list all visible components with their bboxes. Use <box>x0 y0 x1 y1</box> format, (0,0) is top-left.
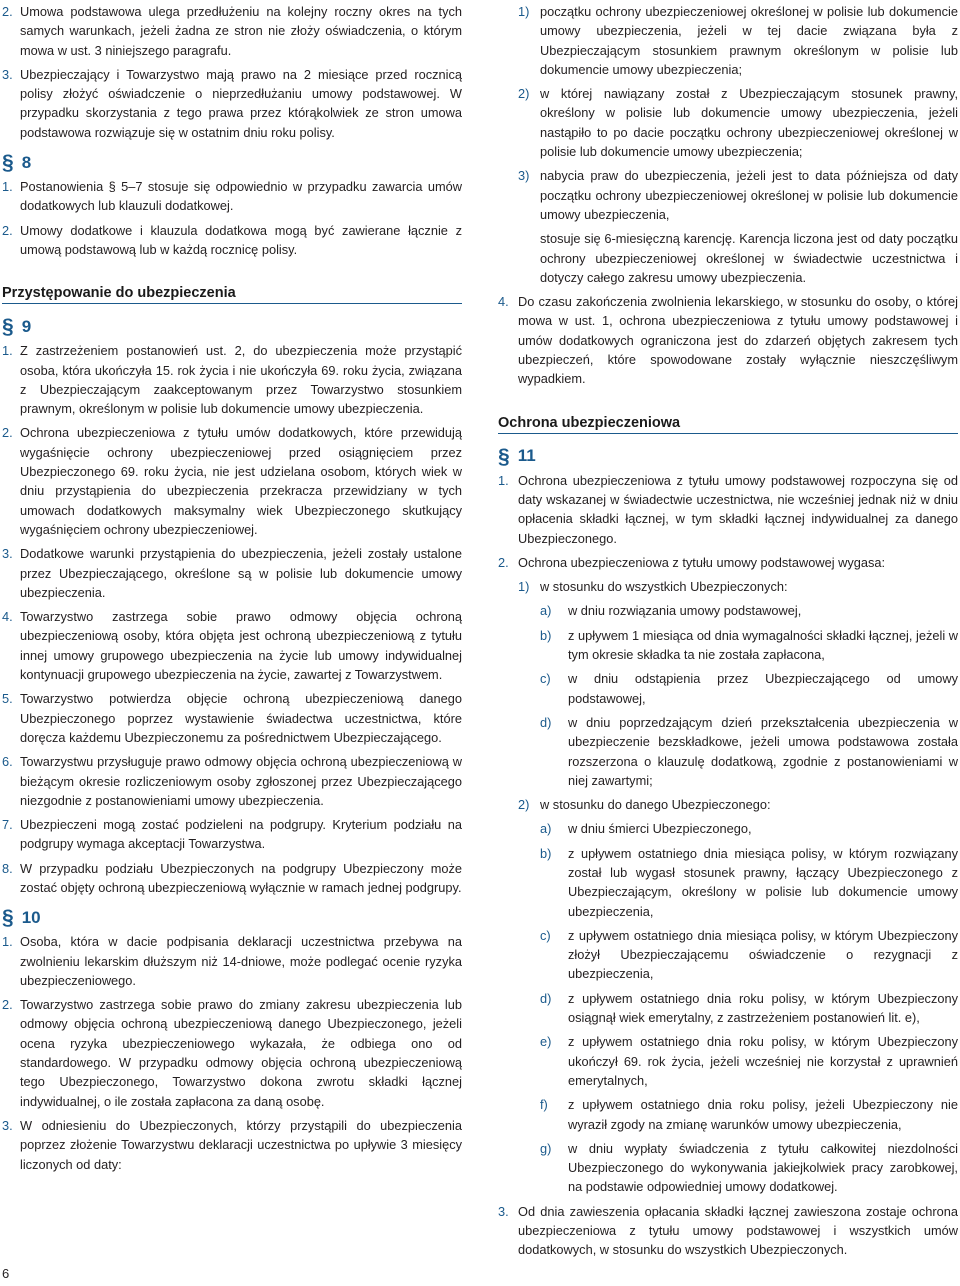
item-text: W przypadku podziału Ubezpieczonych na podgrupy Ubezpieczony może zostać objęty ochroną ubezpieczeniową wyłącznie w ramach jednej podgrupy. <box>20 860 462 895</box>
item-number: 1. <box>2 343 13 359</box>
item-number: b) <box>540 845 552 861</box>
item-text: z upływem 1 miesiąca od dnia wymagalności składki łącznej, jeżeli w tym okresie składka ta nie została zapłacona, <box>568 627 958 663</box>
paragraph-number: 8 <box>21 152 32 172</box>
right-column <box>498 2 958 1260</box>
numbered-paragraph <box>2 607 462 684</box>
numbered-paragraph <box>2 65 462 142</box>
section-sign-icon: § <box>498 444 510 468</box>
sub-list-item <box>540 819 958 838</box>
item-number: d) <box>540 990 552 1006</box>
sub-list-item <box>540 926 958 984</box>
section-heading: Przystępowanie do ubezpieczenia <box>2 285 462 304</box>
item-number: 2) <box>518 797 530 813</box>
item-text: Towarzystwu przysługuje prawo odmowy objęcia ochroną ubezpieczeniową w bieżącym okresie rozliczeniowym osoby zgłoszonej przez Ubezpieczającego niezgodnie z postanowieniami umowy ubezpieczenia. <box>20 754 462 808</box>
item-text: Od dnia zawieszenia opłacania składki łącznej zawieszona zostaje ochrona ubezpieczeniowa z tytułu umowy podstawowej i wszystkich umów dodatkowych, w stosunku do wszystkich Ubezpieczonych. <box>518 1203 958 1258</box>
page-number: 6 <box>2 1266 10 1281</box>
item-number: 2. <box>2 997 13 1013</box>
paragraph-heading <box>498 446 958 467</box>
item-text: w dniu śmierci Ubezpieczonego, <box>568 821 752 837</box>
paragraph-heading <box>2 152 462 173</box>
item-text: Postanowienia § 5–7 stosuje się odpowiednio w przypadku zawarcia umów dodatkowych lub klauzuli dodatkowej. <box>20 179 462 214</box>
item-text: Do czasu zakończenia zwolnienia lekarskiego, w stosunku do osoby, o której mowa w ust. 1, ochrona ubezpieczeniowa z tytułu umowy podstawowej i umów dodatkowych ograniczona jest do zdarzeń objętych zakresem tych ubezpieczeń, które spowodowane zostały wyłącznie nieszczęśliwym wypadkiem. <box>518 294 958 387</box>
item-number: 1. <box>2 179 13 195</box>
sub-list-item <box>540 669 958 708</box>
item-number: 1. <box>2 934 13 950</box>
paragraph-number: 9 <box>21 316 32 336</box>
item-number: d) <box>540 714 552 730</box>
item-text: Umowy dodatkowe i klauzula dodatkowa mogą być zawierane łącznie z umową podstawową lub w każdą rocznicę polisy. <box>20 222 462 257</box>
item-text: w stosunku do danego Ubezpieczonego: <box>540 797 771 813</box>
item-text: W odniesieniu do Ubezpieczonych, którzy przystąpili do ubezpieczenia poprzez złożenie Towarzystwu deklaracji uczestnictwa po upływie 3 miesięcy liczonych od daty: <box>20 1117 462 1172</box>
item-number: 2. <box>2 222 13 238</box>
numbered-paragraph <box>2 752 462 810</box>
item-text: w dniu wypłaty świadczenia z tytułu całkowitej niezdolności Ubezpieczonego do wykonywania jakiejkolwiek pracy zarobkowej, na podstawie odpowiedniej umowy dodatkowej. <box>568 1140 958 1195</box>
numbered-paragraph <box>2 859 462 898</box>
item-number: 3. <box>2 66 13 82</box>
item-text: z upływem ostatniego dnia roku polisy, jeżeli Ubezpieczony nie wyraził zgody na zmianę warunków umowy ubezpieczenia, <box>568 1097 958 1132</box>
item-number: a) <box>540 603 552 619</box>
item-number: c) <box>540 671 551 687</box>
sub-list-item <box>540 713 958 790</box>
item-text: w dniu poprzedzającym dzień przekształcenia ubezpieczenia w ubezpieczenie bezskładkowe, jeżeli umowa podstawowa została rozszerzona o klauzulę dodatkową, zgodnie z postanowieniami w niej zawartymi; <box>568 714 958 788</box>
sub-list-item <box>540 989 958 1028</box>
list-item <box>518 577 958 596</box>
item-text: Umowa podstawowa ulega przedłużeniu na kolejny roczny okres na tych samych warunkach, jeżeli żadna ze stron nie złoży oświadczenia, o którym mowa w ust. 3 niniejszego paragrafu. <box>20 4 462 58</box>
item-text: Ochrona ubezpieczeniowa z tytułu umów dodatkowych, które przewidują wygaśnięcie ochrony ubezpieczeniowej przed osiągnięciem przez Ubezpieczonego 69. roku życia, nie jest udzielana osobom, których wiek w dniu przystąpienia do ubezpieczenia przekracza przewidziany w tych umowach dodatkowych maksymalny wiek Ubezpieczonego skutkujący wygaśnięciem ochrony ubezpieczeniowej. <box>20 425 462 537</box>
item-number: 2. <box>2 425 13 441</box>
numbered-paragraph <box>2 932 462 990</box>
left-column <box>2 2 462 1174</box>
item-text: Osoba, która w dacie podpisania deklaracji uczestnictwa przebywa na zwolnieniu lekarskim dłuższym niż 14-dniowe, może podlegać ocenie ryzyka ubezpieczeniowego. <box>20 934 462 988</box>
item-number: 5. <box>2 691 13 707</box>
numbered-paragraph <box>2 995 462 1111</box>
numbered-paragraph <box>2 177 462 216</box>
item-number: 1) <box>518 579 530 595</box>
sub-list-item <box>540 601 958 620</box>
item-number: 3. <box>2 1117 13 1133</box>
item-number: 4. <box>498 294 509 310</box>
item-text: z upływem ostatniego dnia roku polisy, w którym Ubezpieczony ukończył 69. rok życia, jeżeli wcześniej nie korzystał z uprawnień emerytalnych, <box>568 1034 958 1088</box>
numbered-paragraph <box>2 341 462 418</box>
item-text: z upływem ostatniego dnia roku polisy, w którym Ubezpieczony osiągnął wiek emerytalny, z zastrzeżeniem postanowień lit. e), <box>568 990 958 1026</box>
item-text: Towarzystwo zastrzega sobie prawo do zmiany zakresu ubezpieczenia lub odmowy objęcia ochroną ubezpieczeniową danego Ubezpieczonego, jeżeli ocena ryzyka ubezpieczeniowego wykazała, że odbiega ono od standardowego. W przypadku odmowy objęcia ochroną ubezpieczeniową tego Ubezpieczonego, Towarzystwo dokona zwrotu składki łącznej indywidualnej, o ile została zapłacona za daną osobę. <box>20 997 462 1109</box>
list-item <box>518 84 958 161</box>
item-text: w dniu odstąpienia przez Ubezpieczającego od umowy podstawowej, <box>568 671 958 706</box>
item-number: g) <box>540 1140 552 1156</box>
item-number: b) <box>540 627 552 643</box>
sub-list-item <box>540 844 958 921</box>
item-text: Dodatkowe warunki przystąpienia do ubezpieczenia, jeżeli zostały ustalone przez Ubezpieczającego, określone są w polisie lub dokumencie umowy ubezpieczenia. <box>20 546 462 600</box>
item-text: Z zastrzeżeniem postanowień ust. 2, do ubezpieczenia może przystąpić osoba, która ukończyła 15. rok życia i nie ukończyła 69. roku życia, związana z Ubezpieczającym zaakceptowanym przez Towarzystwo stosunkiem prawnym, określonym w polisie lub dokumencie umowy ubezpieczenia. <box>20 343 462 417</box>
paragraph-heading <box>2 316 462 337</box>
list-item <box>518 795 958 814</box>
item-text: Ochrona ubezpieczeniowa z tytułu umowy podstawowej wygasa: <box>518 554 886 570</box>
numbered-paragraph <box>2 2 462 60</box>
item-number: 1. <box>498 472 509 488</box>
item-number: 3. <box>2 546 13 562</box>
item-number: 2. <box>2 4 13 19</box>
item-number: e) <box>540 1034 552 1050</box>
numbered-paragraph <box>2 423 462 539</box>
numbered-paragraph <box>498 471 958 548</box>
sub-list-item <box>540 1032 958 1090</box>
numbered-paragraph <box>2 815 462 854</box>
section-heading: Ochrona ubezpieczeniowa <box>498 415 958 434</box>
item-number: 2) <box>518 86 530 102</box>
item-text: Ochrona ubezpieczeniowa z tytułu umowy podstawowej rozpoczyna się od daty wskazanej w świadectwie uczestnictwa, nie wcześniej jednak niż w dniu opłacenia składki łącznej, w tym składki łącznej indywidualnej za danego Ubezpieczonego. <box>518 472 958 546</box>
paragraph-number: 11 <box>517 446 536 466</box>
sub-list-item <box>540 1139 958 1197</box>
paragraph-heading <box>2 907 462 928</box>
list-item <box>518 2 958 79</box>
item-number: c) <box>540 927 551 943</box>
paragraph-number: 10 <box>21 907 41 927</box>
item-number: 7. <box>2 817 13 833</box>
sub-list-item <box>540 626 958 665</box>
item-number: 2. <box>498 554 509 570</box>
numbered-paragraph <box>2 1116 462 1174</box>
numbered-paragraph <box>2 689 462 747</box>
item-text: Ubezpieczeni mogą zostać podzieleni na podgrupy. Kryterium podziału na podgrupy wymaga akceptacji Towarzystwa. <box>20 817 462 852</box>
item-text: Towarzystwo zastrzega sobie prawo odmowy objęcia ochroną ubezpieczeniową osoby, która objęta jest ochroną ubezpieczeniową z tytułu innej umowy grupowego ubezpieczenia na życie lub umowy indywidualnej kontynuacji grupowego ubezpieczenia na życie, zawartej z Towarzystwem. <box>20 609 462 683</box>
item-number: 8. <box>2 860 13 876</box>
item-number: f) <box>540 1097 548 1113</box>
item-number: 6. <box>2 754 13 770</box>
item-number: 3) <box>518 168 530 184</box>
item-number: 1) <box>518 4 530 19</box>
item-text: początku ochrony ubezpieczeniowej określonej w polisie lub dokumencie umowy ubezpieczenia, jeżeli w tej dacie związana była z Ubezpieczającym stosunkiem prawnym określonym w polisie lub dokumencie umowy ubezpieczenia; <box>540 4 958 77</box>
numbered-paragraph <box>498 553 958 572</box>
item-text: z upływem ostatniego dnia miesiąca polisy, w którym Ubezpieczony złożył Ubezpieczającemu oświadczenie o rezygnacji z ubezpieczenia, <box>568 927 958 982</box>
item-text: w której nawiązany został z Ubezpieczającym stosunek prawny, określony w polisie lub dokumencie umowy ubezpieczenia, jeżeli nastąpiło to po dacie początku ochrony ubezpieczeniowej określonej w polisie lub dokumencie umowy ubezpieczenia; <box>540 86 958 160</box>
item-number: a) <box>540 821 552 837</box>
section-sign-icon: § <box>2 906 14 930</box>
item-text: Ubezpieczający i Towarzystwo mają prawo na 2 miesiące przed rocznicą polisy złożyć oświadczenie o nieprzedłużaniu umowy podstawowej. W przypadku skorzystania z tego prawa przez którąkolwiek ze stron umowa podstawowa rozwiązuje się w ostatnim dniu roku polisy. <box>20 66 462 140</box>
numbered-paragraph <box>2 221 462 260</box>
section-sign-icon: § <box>2 151 14 175</box>
continuation-text: stosuje się 6-miesięczną karencję. Karencja liczona jest od daty początku ochrony ubezpieczeniowej określonej w świadectwie uczestnictwa i dotyczy całego zakresu umowy ubezpieczenia. <box>540 231 958 285</box>
item-text: w dniu rozwiązania umowy podstawowej, <box>568 603 802 619</box>
item-number: 4. <box>2 609 13 625</box>
numbered-paragraph <box>498 292 958 388</box>
item-text: Towarzystwo potwierdza objęcie ochroną ubezpieczeniową danego Ubezpieczonego poprzez wystawienie świadectwa uczestnictwa, które doręcza każdemu Ubezpieczonemu za pośrednictwem Ubezpieczającego. <box>20 691 462 745</box>
sub-list-item <box>540 1095 958 1134</box>
numbered-paragraph <box>2 544 462 602</box>
list-item <box>518 166 958 224</box>
item-number: 3. <box>498 1203 509 1219</box>
section-sign-icon: § <box>2 315 14 339</box>
item-text: z upływem ostatniego dnia miesiąca polisy, w którym rozwiązany został lub wygasł stosunek prawny, łączący Ubezpieczonego z Ubezpieczającym, określony w polisie lub dokumencie umowy ubezpieczenia, <box>568 845 958 919</box>
numbered-paragraph <box>498 1202 958 1260</box>
item-text: nabycia praw do ubezpieczenia, jeżeli jest to data późniejsza od daty początku ochrony ubezpieczeniowej określonej w polisie lub dokumencie umowy ubezpieczenia, <box>540 168 958 222</box>
item-text: w stosunku do wszystkich Ubezpieczonych: <box>540 579 788 595</box>
